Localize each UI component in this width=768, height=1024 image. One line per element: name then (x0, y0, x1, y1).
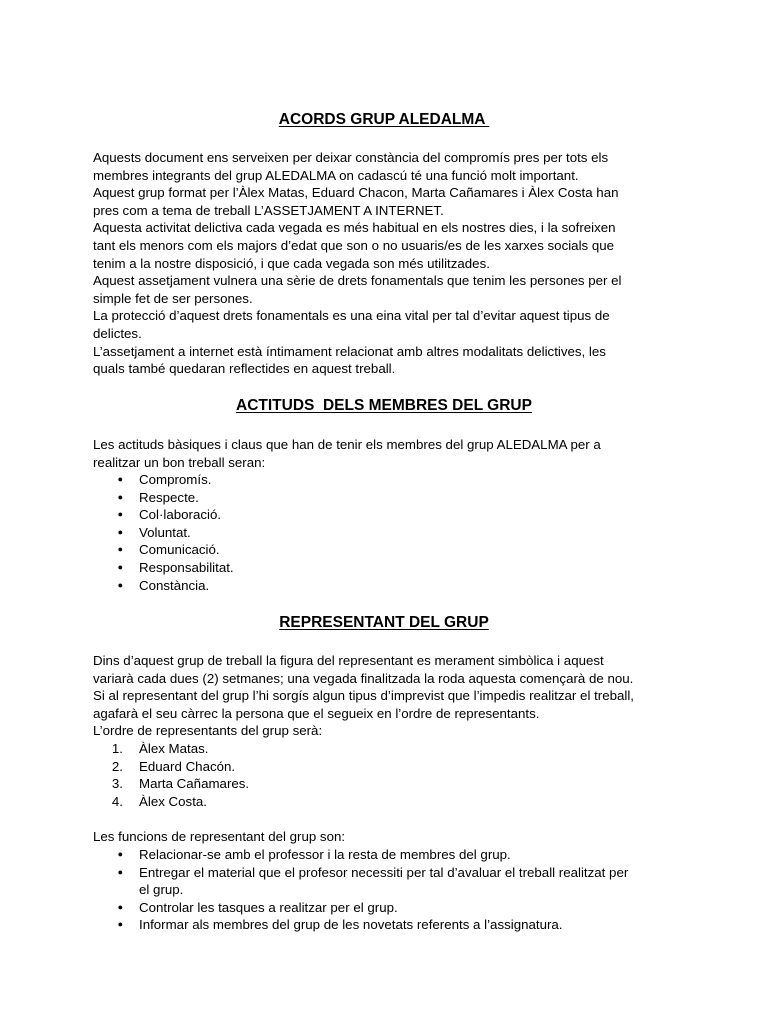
representant-line: L’ordre de representants del grup serà: (93, 723, 323, 739)
list-number: 2. (111, 758, 123, 774)
list-item (93, 775, 693, 793)
list-item-label: Marta Cañamares. (139, 776, 250, 792)
list-item-label: Comunicació. (139, 542, 220, 558)
list-item (93, 506, 693, 524)
intro-line: La protecció d’aquest drets fonamentals es una eina vital per tal d’evitar aquest tipus de (93, 308, 610, 324)
list-item (93, 740, 693, 758)
list-item (93, 758, 693, 776)
list-item-label: Responsabilitat. (139, 559, 234, 575)
list-item-label: Relacionar-se amb el professor i la resta de membres del grup. (139, 847, 511, 862)
representant-line: variarà cada dues (2) setmanes; una vegada finalitzada la roda aquesta començarà de nou. (93, 670, 634, 686)
intro-line: quals també quedaran reflectides en aquest treball. (93, 361, 396, 377)
intro-line: delictes. (93, 325, 142, 341)
list-item (93, 899, 693, 917)
bullet-icon: ● (117, 491, 123, 502)
intro-line: tant els menors com els majors d’edat que son o no usuaris/es de les xarxes socials que (93, 237, 615, 253)
attitudes-list (93, 471, 693, 594)
attitudes-line: realitzar un bon treball seran: (93, 454, 266, 470)
attitudes-paragraph (93, 436, 693, 471)
intro-paragraph (93, 149, 693, 378)
intro-line: Aquesta activitat delictiva cada vegada es més habitual en els nostres dies, i la sofreixen (93, 220, 616, 236)
heading-representant: REPRESENTANT DEL GRUP (279, 614, 489, 631)
list-item (93, 864, 693, 899)
functions-intro (93, 828, 693, 846)
list-item-label: Col·laboració. (139, 507, 222, 523)
representant-paragraph (93, 652, 693, 740)
list-item-label: Informar als membres del grup de les novetats referents a l’assignatura. (139, 917, 563, 933)
attitudes-line: Les actituds bàsiques i claus que han de tenir els membres del grup ALEDALMA per a (93, 437, 601, 452)
list-item-label: Àlex Costa. (139, 793, 207, 809)
list-item (93, 471, 693, 489)
list-item-label: Compromís. (139, 472, 212, 487)
list-item-label: Eduard Chacón. (139, 758, 236, 774)
representant-line: Si al representant del grup l’hi sorgís algun tipus d’imprevist que l’impedis realitzar el treball, (93, 688, 635, 704)
list-item (93, 541, 693, 559)
list-item-label: Entregar el material que el profesor necessiti per tal d’avaluar el treball realitzat per (139, 864, 629, 880)
intro-line: Aquest assetjament vulnera una sèrie de drets fonamentals que tenim les persones per el (93, 273, 622, 289)
heading-actituds: ACTITUDS DELS MEMBRES DEL GRUP (236, 397, 532, 414)
bullet-icon: ● (117, 901, 123, 912)
list-number: 3. (111, 776, 123, 792)
functions-intro-line: Les funcions de representant del grup son: (93, 829, 346, 844)
bullet-icon: ● (117, 544, 123, 555)
intro-line: membres integrants del grup ALEDALMA on cadascú té una funció molt important. (93, 167, 579, 183)
functions-list (93, 846, 693, 934)
representants-order-list (93, 740, 693, 810)
heading-acords: ACORDS GRUP ALEDALMA (278, 111, 490, 128)
list-item-label: Constància. (139, 577, 210, 593)
list-item-label: Àlex Matas. (139, 741, 209, 756)
list-item-label-continuation: el grup. (139, 882, 184, 898)
bullet-icon: ● (117, 474, 123, 484)
list-item (93, 524, 693, 542)
intro-line: tenim a la nostre disposició, i que cada vegada son més utilitzades. (93, 255, 490, 271)
bullet-icon: ● (117, 849, 123, 859)
intro-line: pres com a tema de treball L’ASSETJAMENT A INTERNET. (93, 202, 444, 218)
representant-line: Dins d’aquest grup de treball la figura del representant es merament simbòlica i aquest (93, 653, 604, 668)
bullet-icon: ● (117, 579, 123, 590)
bullet-icon: ● (117, 509, 123, 520)
bullet-icon: ● (117, 561, 123, 572)
list-item (93, 489, 693, 507)
bullet-icon: ● (117, 866, 123, 877)
intro-line: Aquests document ens serveixen per deixar constància del compromís pres per tots els (93, 150, 609, 165)
list-number: 1. (111, 741, 123, 756)
list-item-label: Respecte. (139, 489, 199, 505)
intro-line: L’assetjament a internet està íntimament relacionat amb altres modalitats delictives, les (93, 343, 606, 359)
representant-line: agafarà el seu càrrec la persona que el segueix en l’ordre de representants. (93, 705, 540, 721)
bullet-icon: ● (117, 526, 123, 537)
list-item (93, 793, 693, 811)
list-item (93, 577, 693, 595)
intro-line: simple fet de ser persones. (93, 290, 253, 306)
list-item (93, 846, 693, 864)
list-item-label: Voluntat. (139, 524, 191, 540)
list-item (93, 916, 693, 934)
bullet-icon: ● (117, 919, 123, 930)
intro-line: Aquest grup format per l’Àlex Matas, Eduard Chacon, Marta Cañamares i Àlex Costa han (93, 185, 619, 201)
list-number: 4. (111, 793, 123, 809)
list-item-label: Controlar les tasques a realitzar per el grup. (139, 899, 398, 915)
list-item (93, 559, 693, 577)
